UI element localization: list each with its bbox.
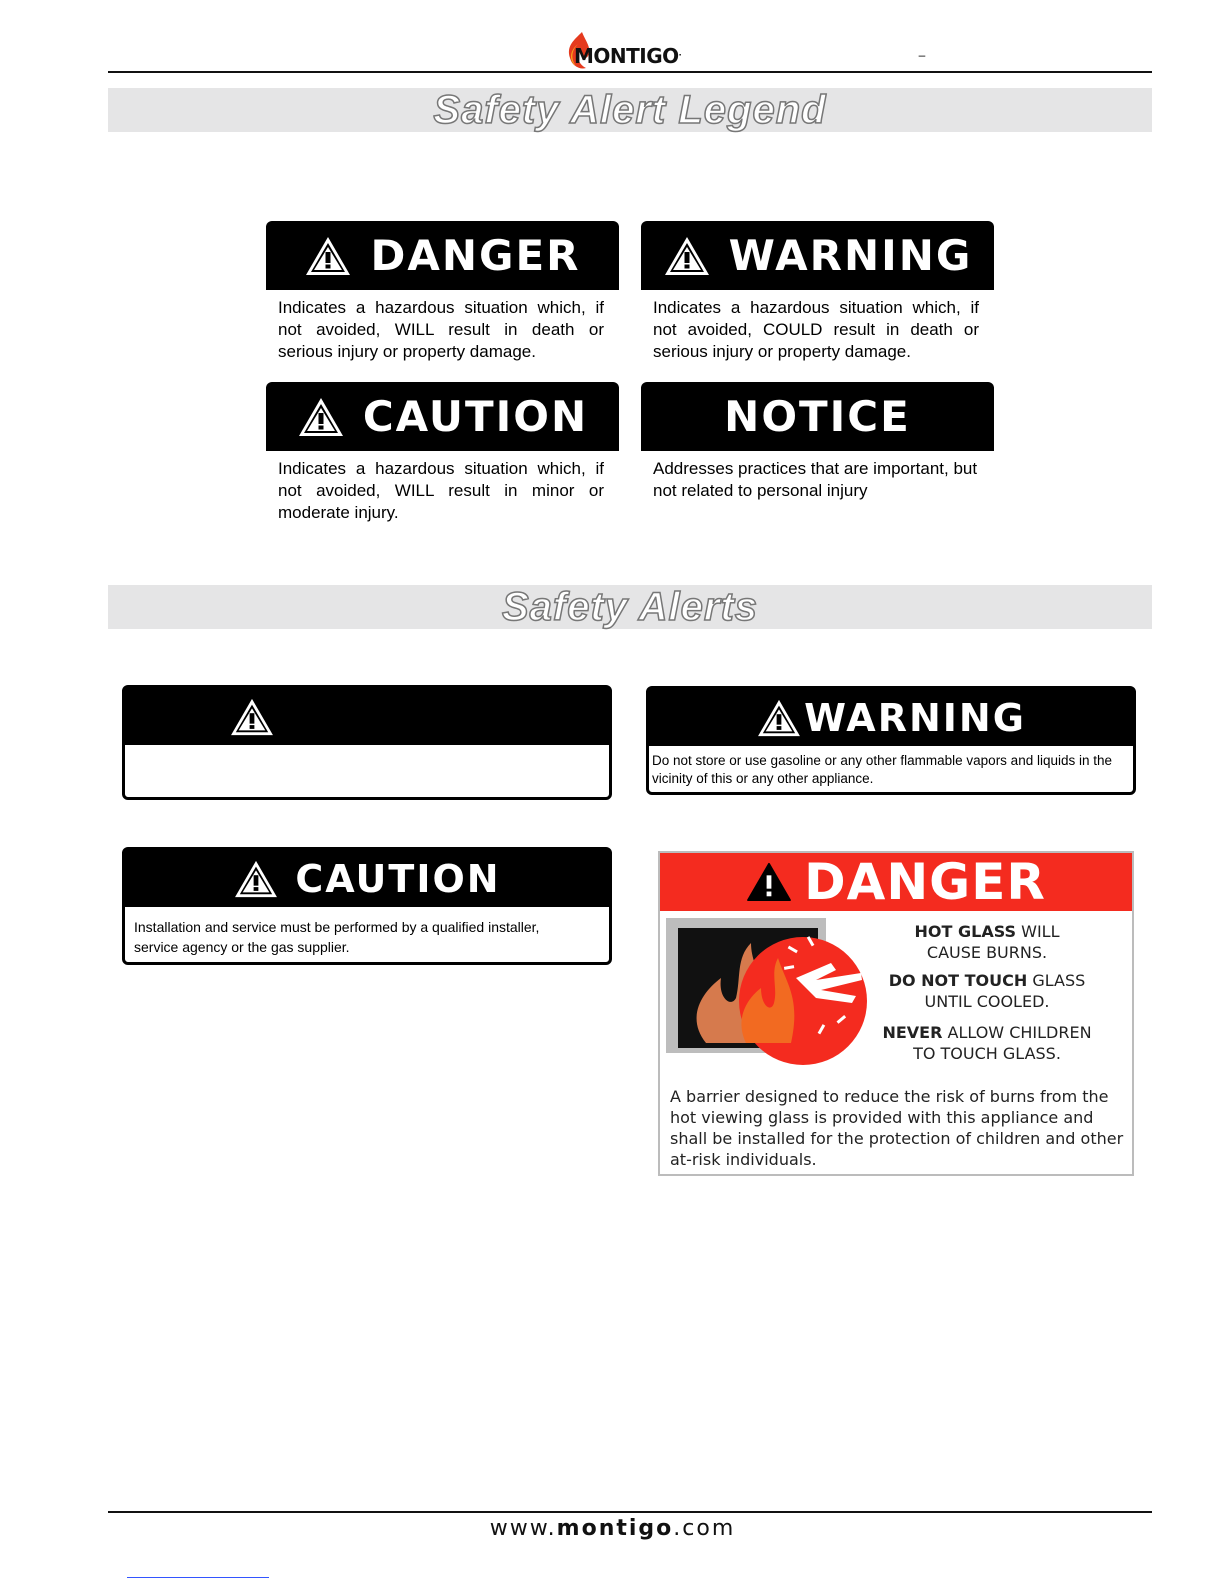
bottom-link-underline xyxy=(127,1577,269,1578)
hot-glass-illustration-icon xyxy=(666,918,876,1078)
hot-glass-line-1: HOT GLASS WILL xyxy=(914,922,1060,941)
warning-triangle-icon xyxy=(663,235,711,277)
legend-danger xyxy=(266,221,619,363)
legend-caution-word: CAUTION xyxy=(362,392,589,441)
danger-word: DANGER xyxy=(804,853,1046,911)
hot-glass-line-2: CAUSE BURNS. xyxy=(926,943,1048,962)
legend-notice xyxy=(641,382,994,502)
warning-triangle-icon xyxy=(756,698,802,738)
brand-wordmark: MONTIGO. xyxy=(574,44,682,68)
legend-section-title: Safety Alert Legend xyxy=(433,87,827,132)
footer-rule xyxy=(108,1511,1152,1513)
caution-alert-header xyxy=(125,850,609,907)
warning-alert-text: Do not store or use gasoline or any other flammable vapors and liquids in the vicinity of this or any other appliance. xyxy=(652,753,1113,786)
header-page-mark: – xyxy=(918,48,926,62)
warning-triangle-icon xyxy=(233,859,279,899)
legend-caution-description: Indicates a hazardous situation which, if not avoided, WILL result in minor or moderate injury. xyxy=(278,459,604,522)
warning-alert-word: WARNING xyxy=(804,695,1026,740)
hot-glass-danger-label xyxy=(658,851,1134,1176)
danger-header xyxy=(660,853,1132,911)
blank-alert-box xyxy=(122,685,612,800)
warning-triangle-icon xyxy=(229,697,275,737)
warning-triangle-icon xyxy=(746,862,792,902)
legend-caution-header xyxy=(266,382,619,451)
legend-notice-word: NOTICE xyxy=(724,392,911,441)
hot-glass-line-6: TO TOUCH GLASS. xyxy=(913,1044,1061,1063)
legend-notice-header xyxy=(641,382,994,451)
montigo-logo xyxy=(560,30,690,72)
legend-notice-description: Addresses practices that are important, but not related to personal injury xyxy=(653,459,978,500)
caution-alert-word: CAUTION xyxy=(295,856,501,901)
hot-glass-line-4: UNTIL COOLED. xyxy=(924,992,1050,1011)
blank-alert-header xyxy=(125,688,609,745)
legend-warning-word: WARNING xyxy=(728,231,973,280)
header-rule xyxy=(108,71,1152,73)
legend-warning-description: Indicates a hazardous situation which, if not avoided, COULD result in death or serious injury or property damage. xyxy=(653,298,979,361)
legend-danger-description: Indicates a hazardous situation which, if not avoided, WILL result in death or serious injury or property damage. xyxy=(278,298,604,361)
legend-danger-header xyxy=(266,221,619,290)
barrier-notice-text: A barrier designed to reduce the risk of burns from the hot viewing glass is provided with this appliance and shall be installed for the protection of children and other at-risk individuals. xyxy=(670,1087,1124,1169)
hot-glass-line-5: NEVER ALLOW CHILDREN xyxy=(882,1023,1092,1042)
caution-alert-text: Installation and service must be performed by a qualified installer, service agency or the gas supplier. xyxy=(134,919,540,955)
legend-warning-header xyxy=(641,221,994,290)
warning-triangle-icon xyxy=(304,235,352,277)
alerts-section-title: Safety Alerts xyxy=(501,584,759,629)
legend-caution xyxy=(266,382,619,524)
warning-alert-box xyxy=(646,686,1136,795)
alerts-section-bar xyxy=(108,585,1152,629)
caution-alert-box xyxy=(122,847,612,965)
legend-section-bar xyxy=(108,88,1152,132)
blank-alert-text xyxy=(125,745,609,750)
footer-website: www.montigo.com xyxy=(489,1516,736,1541)
warning-triangle-icon xyxy=(297,396,345,438)
warning-alert-header xyxy=(649,689,1133,746)
legend-warning xyxy=(641,221,994,363)
legend-danger-word: DANGER xyxy=(370,231,581,280)
hot-glass-line-3: DO NOT TOUCH GLASS xyxy=(888,971,1086,990)
